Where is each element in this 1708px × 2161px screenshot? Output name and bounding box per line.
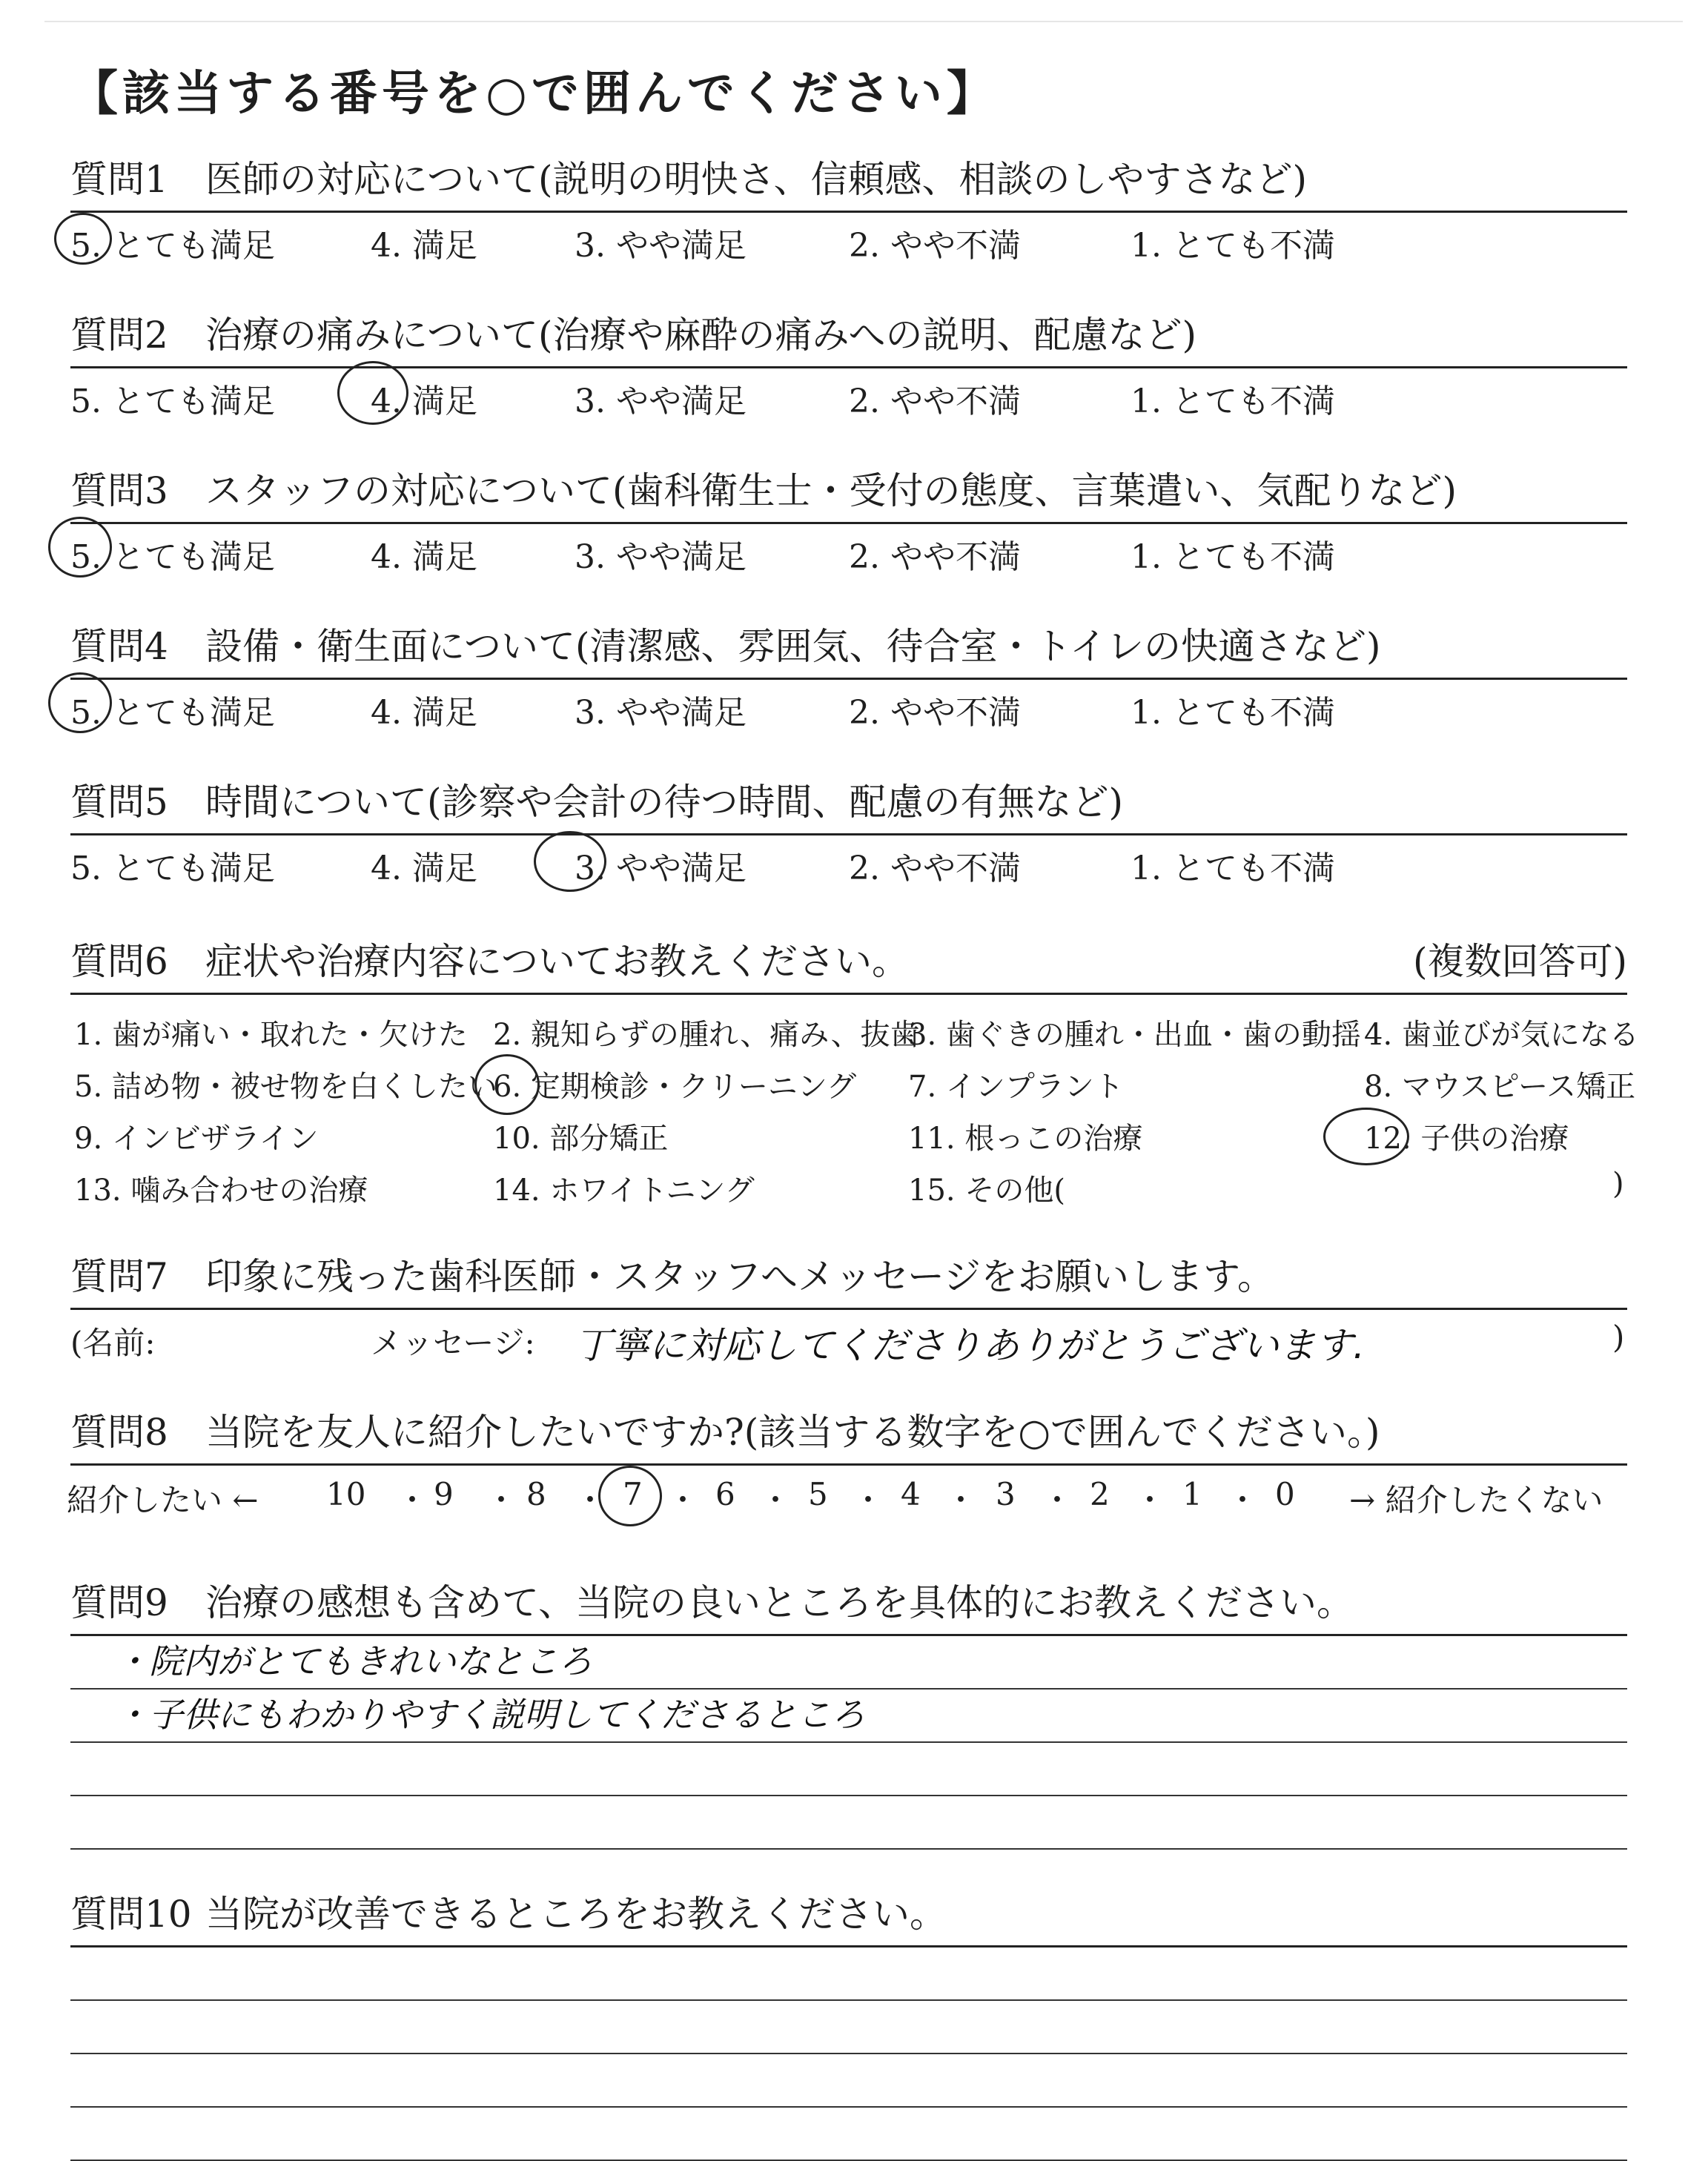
symptom-option-1[interactable]: 1. 歯が痛い・取れた・欠けた: [74, 1018, 468, 1052]
option-4[interactable]: 4. 満足: [371, 850, 477, 887]
message-text[interactable]: 丁寧に対応してくださりありがとうございます.: [575, 1324, 1365, 1367]
question-10: [70, 1883, 1627, 2161]
rating-options: [70, 835, 1627, 895]
answer-text: ・院内がとてもきれいなところ: [115, 1641, 592, 1681]
question-7: [70, 1245, 1627, 1369]
option-5[interactable]: 5. とても満足: [70, 538, 275, 576]
message-row: [70, 1310, 1627, 1369]
option-5[interactable]: 5. とても満足: [70, 694, 275, 732]
scale-value-7[interactable]: 7: [623, 1476, 643, 1512]
selection-circle: [54, 213, 112, 265]
answer-line[interactable]: [70, 2108, 1627, 2161]
selection-circle: [1323, 1108, 1409, 1165]
scale-value-2[interactable]: 2: [1090, 1476, 1110, 1512]
selection-circle: [337, 361, 408, 425]
scale-value-3[interactable]: 3: [996, 1476, 1016, 1512]
option-4[interactable]: 4. 満足: [371, 538, 477, 576]
question-text: 治療の感想も含めて、当院の良いところを具体的にお教えください。: [205, 1581, 1354, 1624]
question-number: 質問8: [70, 1411, 168, 1454]
question-number: 質問4: [70, 625, 168, 668]
answer-line[interactable]: [70, 2001, 1627, 2054]
rating-options: [70, 524, 1627, 583]
question-text: 治療の痛みについて(治療や麻酔の痛みへの説明、配慮など): [205, 314, 1197, 357]
symptom-option-6[interactable]: 6. 定期検診・クリーニング: [493, 1070, 857, 1104]
question-title: [70, 1245, 1627, 1310]
answer-text: ・子供にもわかりやすく説明してくださるところ: [115, 1695, 865, 1735]
question-number: 質問6: [70, 940, 168, 983]
symptom-option-3[interactable]: 3. 歯ぐきの腫れ・出血・歯の動揺: [908, 1018, 1361, 1052]
symptom-option-11[interactable]: 11. 根っこの治療: [908, 1122, 1143, 1156]
question-9: [70, 1572, 1627, 1850]
name-label: (名前:: [70, 1325, 156, 1361]
selection-circle: [474, 1054, 540, 1115]
answer-lines: [70, 1947, 1627, 2161]
question-text: 症状や治療内容についてお教えください。: [205, 940, 909, 983]
scale-value-9[interactable]: 9: [434, 1476, 454, 1512]
scale-right-label: → 紹介したくない: [1349, 1482, 1603, 1518]
multiple-answer-note: (複数回答可): [1412, 940, 1627, 983]
scale-value-4[interactable]: 4: [901, 1476, 921, 1512]
question-title: [70, 460, 1627, 524]
question-text: 時間について(診察や会計の待つ時間、配慮の有無など): [205, 781, 1124, 824]
option-1[interactable]: 1. とても不満: [1131, 694, 1335, 732]
question-title: [70, 1883, 1627, 1947]
selection-circle: [48, 517, 112, 578]
question-number: 質問3: [70, 469, 168, 512]
top-border: [44, 21, 1683, 22]
symptom-option-13[interactable]: 13. 噛み合わせの治療: [74, 1174, 368, 1208]
symptom-option-9[interactable]: 9. インビザライン: [74, 1122, 319, 1156]
question-8: [67, 1401, 1627, 1525]
question-2: [70, 304, 1627, 428]
recommend-scale: 紹介したい ← 10 ・ 9 ・ 8 ・ 7 ・ 6 ・ 5 ・ 4 ・ 3 ・ 2 ・ 1 ・ 0 → 紹介したくない: [70, 1466, 1627, 1525]
option-5[interactable]: 5. とても満足: [70, 227, 275, 265]
symptom-option-14[interactable]: 14. ホワイトニング: [493, 1174, 755, 1208]
question-title: [70, 615, 1627, 680]
option-4[interactable]: 4. 満足: [371, 383, 477, 420]
page-heading: 【該当する番号を○で囲んでください】: [70, 66, 999, 122]
symptom-option-12[interactable]: 12. 子供の治療: [1364, 1122, 1569, 1156]
option-1[interactable]: 1. とても不満: [1131, 538, 1335, 576]
question-4: [70, 615, 1627, 739]
selection-circle: [48, 672, 112, 733]
selection-circle: [598, 1466, 662, 1526]
question-text: 当院を友人に紹介したいですか?(該当する数字を○で囲んでください。): [205, 1411, 1380, 1454]
question-number: 質問2: [70, 314, 168, 357]
option-3[interactable]: 3. やや満足: [575, 227, 747, 265]
question-number: 質問10: [70, 1893, 192, 1936]
scale-value-0[interactable]: 0: [1275, 1476, 1295, 1512]
scale-value-10[interactable]: 10: [326, 1476, 366, 1512]
option-1[interactable]: 1. とても不満: [1131, 227, 1335, 265]
option-2[interactable]: 2. やや不満: [849, 383, 1021, 420]
scale-left-label: 紹介したい ←: [67, 1482, 259, 1518]
answer-line[interactable]: [70, 1743, 1627, 1796]
option-3[interactable]: 3. やや満足: [575, 383, 747, 420]
option-5[interactable]: 5. とても満足: [70, 850, 275, 887]
option-1[interactable]: 1. とても不満: [1131, 850, 1335, 887]
other-close-paren: ): [1612, 1167, 1624, 1201]
answer-line[interactable]: [70, 1796, 1627, 1850]
symptom-option-4[interactable]: 4. 歯並びが気になる: [1364, 1018, 1639, 1052]
answer-line[interactable]: [70, 1947, 1627, 2001]
rating-options: [70, 680, 1627, 739]
selection-circle: [534, 831, 606, 892]
option-2[interactable]: 2. やや不満: [849, 538, 1021, 576]
question-text: スタッフの対応について(歯科衛生士・受付の態度、言葉遣い、気配りなど): [205, 469, 1457, 512]
scale-value-8[interactable]: 8: [526, 1476, 546, 1512]
question-text: 当院が改善できるところをお教えください。: [205, 1893, 947, 1936]
answer-line[interactable]: [70, 2054, 1627, 2108]
symptom-option-8[interactable]: 8. マウスピース矯正: [1364, 1070, 1636, 1104]
answer-line[interactable]: [70, 1690, 1627, 1743]
answer-line[interactable]: [70, 1636, 1627, 1690]
question-1: [70, 148, 1627, 272]
question-title: [70, 304, 1627, 368]
option-3[interactable]: 3. やや満足: [575, 538, 747, 576]
option-4[interactable]: 4. 満足: [371, 694, 477, 732]
question-number: 質問7: [70, 1255, 168, 1298]
option-2[interactable]: 2. やや不満: [849, 227, 1021, 265]
question-number: 質問1: [70, 158, 168, 201]
symptom-option-15[interactable]: 15. その他(: [908, 1174, 1065, 1208]
question-text: 設備・衛生面について(清潔感、雰囲気、待合室・トイレの快適さなど): [205, 625, 1381, 668]
question-text: 印象に残った歯科医師・スタッフへメッセージをお願いします。: [205, 1255, 1274, 1298]
question-title: [70, 1572, 1627, 1636]
message-label: メッセージ:: [371, 1325, 535, 1361]
symptom-option-5[interactable]: 5. 詰め物・被せ物を白くしたい: [74, 1070, 497, 1104]
question-title: [70, 1401, 1627, 1466]
rating-options: [70, 368, 1627, 428]
question-6: [70, 930, 1639, 1210]
scale-value-1[interactable]: 1: [1182, 1476, 1202, 1512]
option-3[interactable]: 3. やや満足: [575, 694, 747, 732]
option-3[interactable]: 3. やや満足: [575, 850, 747, 887]
question-title: [70, 771, 1627, 835]
question-5: [70, 771, 1627, 895]
option-2[interactable]: 2. やや不満: [849, 850, 1021, 887]
symptom-options: [70, 995, 1639, 1210]
message-close-paren: ): [1612, 1319, 1625, 1355]
scale-value-6[interactable]: 6: [715, 1476, 735, 1512]
scale-value-5[interactable]: 5: [808, 1476, 828, 1512]
option-1[interactable]: 1. とても不満: [1131, 383, 1335, 420]
question-number: 質問9: [70, 1581, 168, 1624]
answer-lines: [70, 1636, 1627, 1850]
question-text: 医師の対応について(説明の明快さ、信頼感、相談のしやすさなど): [205, 158, 1308, 201]
symptom-option-2[interactable]: 2. 親知らずの腫れ、痛み、抜歯: [493, 1018, 920, 1052]
symptom-option-10[interactable]: 10. 部分矯正: [493, 1122, 669, 1156]
question-3: [70, 460, 1627, 583]
option-4[interactable]: 4. 満足: [371, 227, 477, 265]
question-number: 質問5: [70, 781, 168, 824]
symptom-option-7[interactable]: 7. インプラント: [908, 1070, 1124, 1104]
rating-options: [70, 213, 1627, 272]
question-title: [70, 930, 1627, 995]
question-title: [70, 148, 1627, 213]
option-2[interactable]: 2. やや不満: [849, 694, 1021, 732]
option-5[interactable]: 5. とても満足: [70, 383, 275, 420]
